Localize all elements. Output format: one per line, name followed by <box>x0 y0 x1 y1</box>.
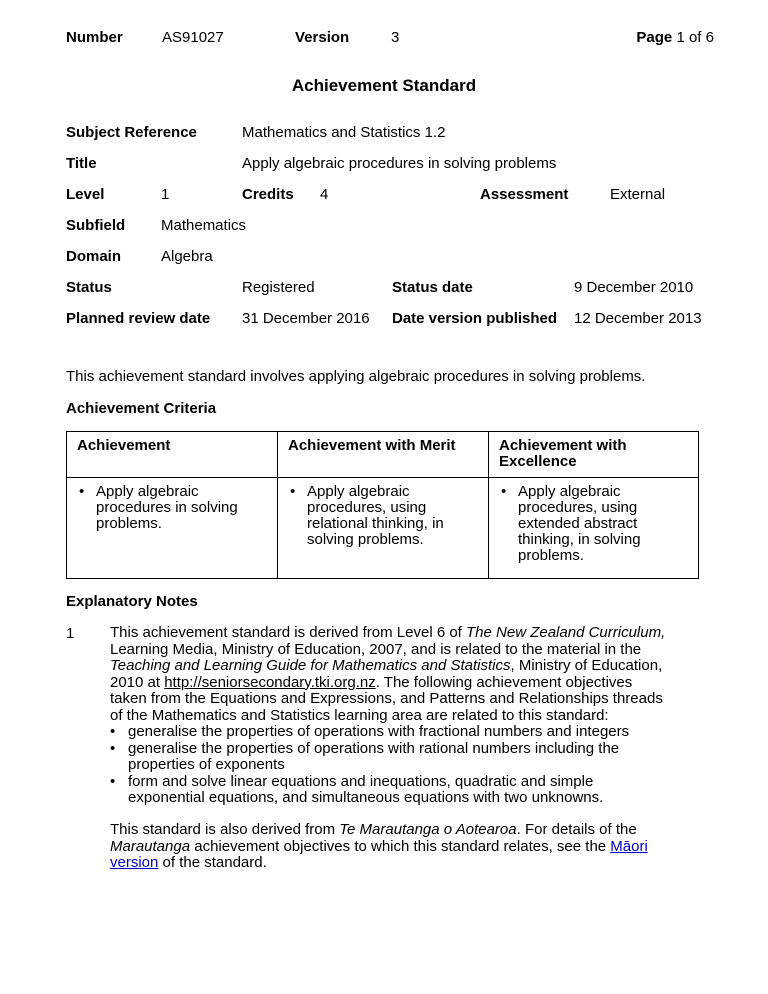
status-date-value: 9 December 2010 <box>574 279 694 296</box>
bullet-icon: • <box>290 483 296 500</box>
objective-item <box>110 774 720 807</box>
intro-text: This achievement standard involves applying algebraic procedures in solving problems. <box>66 368 646 385</box>
note-1-line1a: This achievement standard is derived from Level 6 of <box>110 624 467 641</box>
level-label: Level <box>66 186 105 203</box>
objective-2-line2: properties of exponents <box>128 756 285 773</box>
criteria-table <box>66 431 699 579</box>
page-current: 1 <box>676 29 685 46</box>
published-date-label: Date version published <box>392 310 558 327</box>
achievement-cell <box>67 478 278 579</box>
page-indicator <box>636 29 714 46</box>
note-1-line3b: , Ministry of Education, <box>510 657 663 674</box>
domain-label: Domain <box>66 248 122 265</box>
merit-line1: Apply algebraic <box>307 483 410 500</box>
objective-item <box>110 741 720 774</box>
excellence-cell <box>489 478 699 579</box>
criteria-heading: Achievement Criteria <box>66 400 217 417</box>
objective-item <box>110 724 720 741</box>
column-excellence-line1: Achievement with <box>499 437 627 454</box>
guide-title: Teaching and Learning Guide for Mathematics and Statistics <box>110 657 511 674</box>
status-label: Status <box>66 279 112 296</box>
note-1-paragraph-2 <box>110 822 720 872</box>
subject-ref-label: Subject Reference <box>66 124 197 141</box>
subfield-label: Subfield <box>66 217 126 234</box>
marautanga-title: Te Marautanga o Aotearoa <box>339 821 517 838</box>
objective-3-line1: form and solve linear equations and inequations, quadratic and simple <box>128 772 594 790</box>
excellence-line2: procedures, using <box>518 499 638 516</box>
bullet-icon: • <box>110 772 116 790</box>
maori-version-link-cont[interactable]: version <box>110 854 159 871</box>
marautanga-word: Marautanga <box>110 837 191 855</box>
achievement-line3: problems. <box>96 515 162 532</box>
status-date-label: Status date <box>392 279 473 296</box>
p2-line1a: This standard is also derived from <box>110 821 340 838</box>
credits-value: 4 <box>320 186 329 203</box>
subject-ref-value: Mathematics and Statistics 1.2 <box>242 124 446 141</box>
tki-link[interactable]: http://seniorsecondary.tki.org.nz <box>164 673 376 691</box>
page-title: Achievement Standard <box>291 76 477 95</box>
objective-3-line2: exponential equations, and simultaneous equations with two unknowns. <box>128 789 604 806</box>
bullet-icon: • <box>79 483 85 500</box>
review-date-value: 31 December 2016 <box>242 310 370 327</box>
excellence-line3: extended abstract <box>518 515 638 532</box>
column-merit: Achievement with Merit <box>278 432 489 478</box>
notes-heading: Explanatory Notes <box>66 593 198 610</box>
maori-version-link[interactable]: Māori <box>610 837 648 855</box>
note-number: 1 <box>66 625 75 642</box>
merit-cell <box>278 478 489 579</box>
note-1-line2: Learning Media, Ministry of Education, 2007, and is related to the material in the <box>110 640 642 658</box>
note-1-line4a: 2010 at <box>110 673 165 691</box>
achievement-line1: Apply algebraic <box>96 483 199 500</box>
domain-value: Algebra <box>161 248 213 265</box>
achievement-line2: procedures in solving <box>96 499 238 516</box>
criteria-row <box>67 478 699 579</box>
status-value: Registered <box>242 279 315 296</box>
version-value: 3 <box>391 29 400 46</box>
column-excellence-line2: Excellence <box>499 453 577 470</box>
column-excellence <box>489 432 699 478</box>
excellence-line4: thinking, in solving <box>518 531 641 548</box>
bullet-icon: • <box>110 723 116 740</box>
objective-1: generalise the properties of operations with fractional numbers and integers <box>128 723 630 740</box>
p2-line2b: achievement objectives to which this standard relates, see the <box>190 837 611 855</box>
column-achievement: Achievement <box>67 432 278 478</box>
published-date-value: 12 December 2013 <box>574 310 702 327</box>
page-label: Page <box>636 29 673 46</box>
number-value: AS91027 <box>162 29 224 46</box>
note-1-paragraph <box>110 625 720 807</box>
review-date-label: Planned review date <box>66 310 211 327</box>
excellence-line5: problems. <box>518 547 584 564</box>
title-value: Apply algebraic procedures in solving problems <box>242 155 557 172</box>
note-1-line6: of the Mathematics and Statistics learning area are related to this standard: <box>110 706 609 724</box>
note-1-line4b: . The following achievement objectives <box>375 673 633 691</box>
note-1-line5: taken from the Equations and Expressions, and Patterns and Relationships threads <box>110 690 663 707</box>
page-of: of <box>688 29 702 46</box>
p2-line3b: of the standard. <box>158 854 267 871</box>
merit-line3: relational thinking, in <box>307 515 444 532</box>
number-label: Number <box>66 29 123 46</box>
bullet-icon: • <box>501 483 507 500</box>
assessment-value: External <box>610 186 666 203</box>
merit-line2: procedures, using <box>307 499 427 516</box>
bullet-icon: • <box>110 739 116 757</box>
credits-label: Credits <box>242 186 294 203</box>
p2-line1c: . For details of the <box>516 821 637 838</box>
subfield-value: Mathematics <box>161 217 247 234</box>
merit-line4: solving problems. <box>307 531 424 548</box>
criteria-header-row <box>67 432 699 478</box>
version-label: Version <box>295 29 350 46</box>
level-value: 1 <box>161 186 170 203</box>
excellence-line1: Apply algebraic <box>518 483 621 500</box>
title-label: Title <box>66 155 97 172</box>
page-total: 6 <box>705 29 714 46</box>
objective-2-line1: generalise the properties of operations with rational numbers including the <box>128 739 620 757</box>
assessment-label: Assessment <box>480 186 569 203</box>
curriculum-title: The New Zealand Curriculum, <box>466 624 666 641</box>
